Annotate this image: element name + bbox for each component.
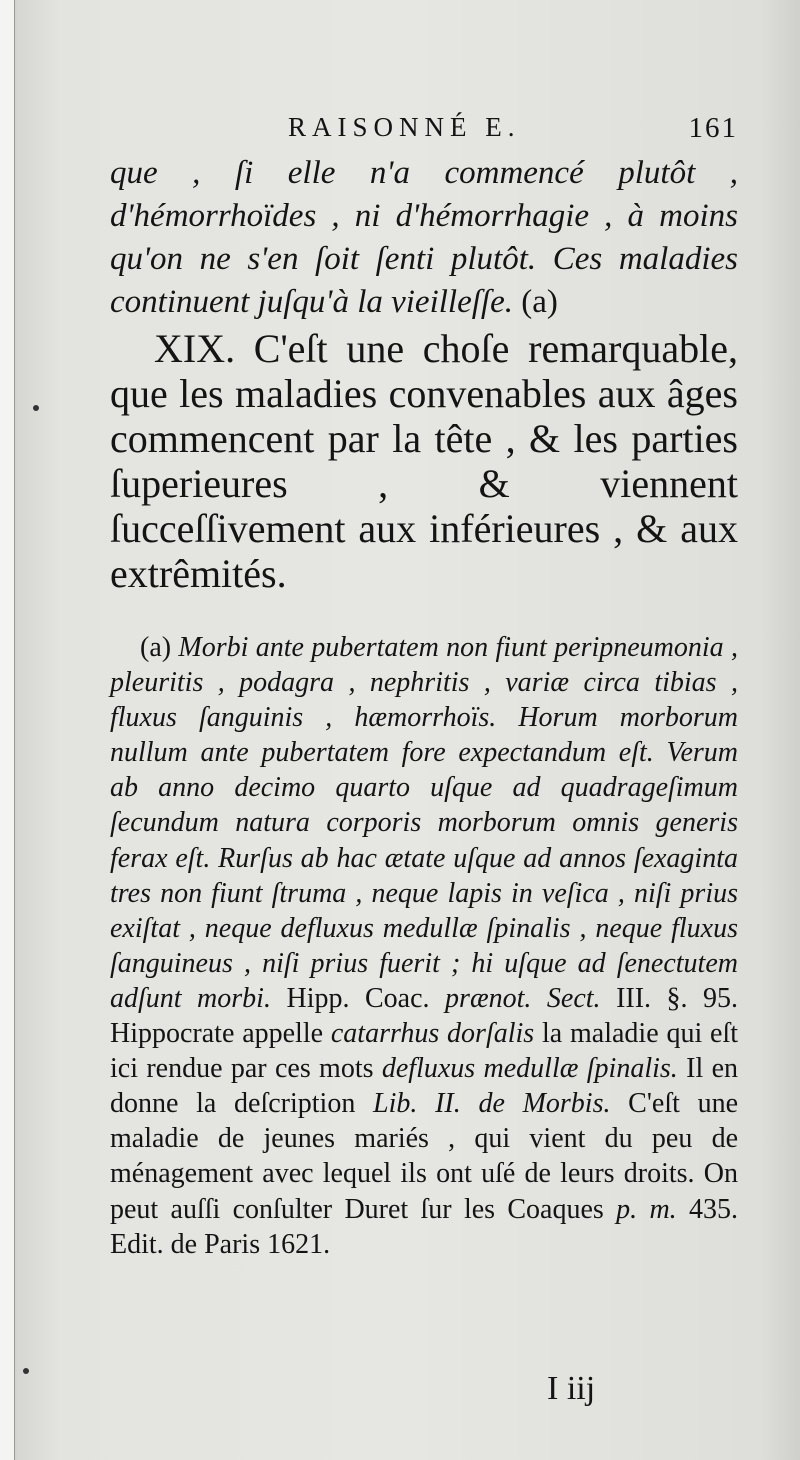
- footnote-page-reference: p. m.: [616, 1193, 677, 1225]
- paragraph-xix: [110, 326, 738, 596]
- footnote-french-text: la maladie qui eſt ici rendue par ces mots: [110, 1018, 739, 1085]
- paragraph-xix-text: XIX. C'eſt une choſe remarquable, que les maladies convenables aux âges commencent par la tête , & les parties ſuperieures , & viennent ſucceſſivement aux inférieures , & aux extrêmités.: [110, 326, 738, 596]
- footnote-term-defluxus: defluxus medullæ ſpinalis.: [381, 1053, 678, 1085]
- footnote-french-text: C'eſt une maladie de jeunes mariés , qui vient du peu de ménagement avec lequel ils ont uſé de leurs droits. On peut auſſi conſulter Duret ſur les Coaques: [110, 1088, 739, 1225]
- footnote-book-reference: Lib. II. de Morbis.: [373, 1088, 611, 1120]
- footnote-reference: (a): [512, 284, 558, 320]
- footnote-marker: (a): [140, 632, 172, 663]
- footnote-edition: 435. Edit. de Paris 1621.: [110, 1193, 738, 1260]
- footnote-french-text: Il en donne la deſcription: [110, 1053, 739, 1120]
- footnote: [110, 630, 738, 1262]
- page-header: [288, 112, 738, 152]
- running-title: RAISONNÉ E.: [288, 112, 521, 142]
- continued-paragraph: [110, 152, 738, 324]
- footnote-citation: Hipp. Coac.: [286, 982, 430, 1014]
- footnote-citation-section: III. §. 95. Hippocrate appelle: [110, 982, 739, 1050]
- footnote-term-catarrhus: catarrhus dorſalis: [330, 1018, 535, 1050]
- ink-speck: [33, 405, 39, 411]
- footnote-latin-quote: Morbi ante pubertatem non fiunt peripneumonia , pleuritis , podagra , nephritis , variæ circa tibias , fluxus ſanguinis , hæmorrhoïs. Horum morborum nullum ante pubertatem fore expectandum eſt. Verum ab anno decimo quarto uſque ad quadrageſimum ſecundum natura corporis morborum omnis generis ferax eſt. Rurſus ab hac ætate uſque ad annos ſexaginta tres non fiunt ſtruma , neque lapis in veſica , niſi prius exiſtat , neque defluxus medullæ ſpinalis , neque fluxus ſanguineus , niſi prius fuerit ; hi uſque ad ſenectutem adſunt morbi.: [110, 632, 739, 1014]
- page-number: 161: [688, 112, 738, 144]
- continued-text: que , ſi elle n'a commencé plutôt , d'hémorrhoïdes , ni d'hémorrhagie , à moins qu'on ne s'en ſoit ſenti plutôt. Ces maladies continuent juſqu'à la vieilleſſe.: [110, 155, 738, 320]
- footnote-citation-italic: prænot. Sect.: [445, 982, 601, 1014]
- signature-mark: I iij: [547, 1370, 596, 1407]
- ink-speck: [23, 1368, 29, 1374]
- page-gutter: [0, 0, 15, 1460]
